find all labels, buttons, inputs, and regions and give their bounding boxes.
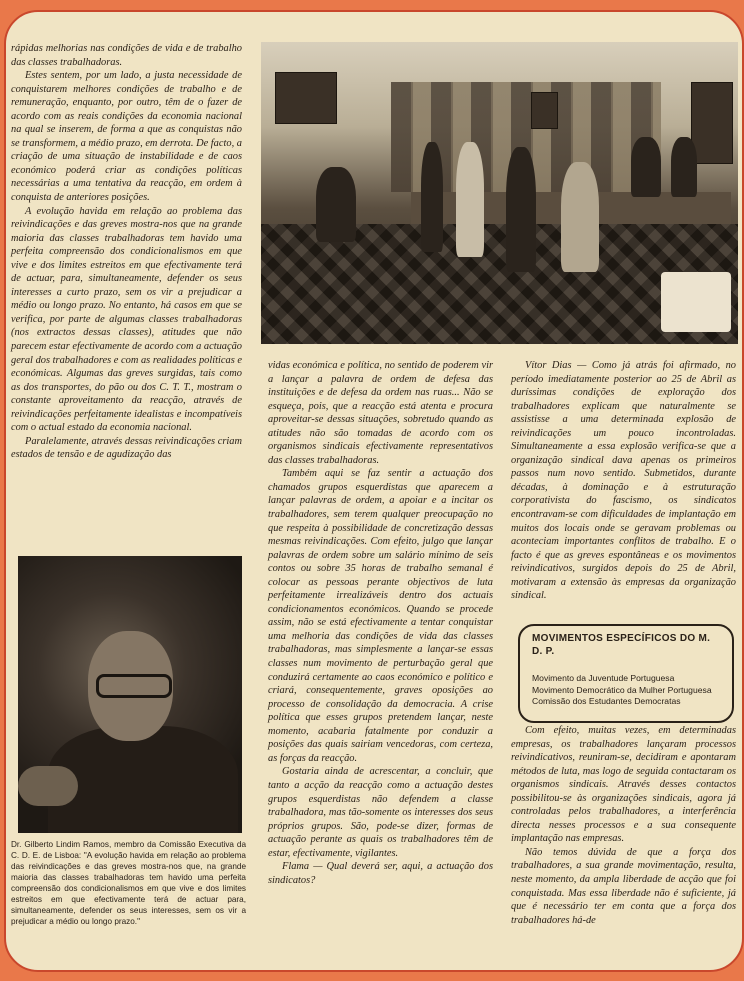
article-column-3-top bbox=[511, 359, 736, 603]
standing-person bbox=[421, 142, 443, 252]
paragraph: Não temos dúvida de que a força dos trabalhadores, a sua grande movimentação, resulta, neste momento, da ampla liberdade de acção que foi conquistada. Mas essa liberdade não é suficiente, já que é necessário ter em conta que a força dos trabalhadores há-de bbox=[511, 846, 736, 926]
movements-sidebar-box bbox=[518, 624, 734, 723]
list-item: Comissão dos Estudantes Democratas bbox=[532, 696, 681, 706]
hand bbox=[18, 766, 78, 806]
portrait-photo bbox=[18, 556, 242, 833]
table-with-flowers bbox=[661, 272, 731, 332]
standing-person bbox=[506, 147, 536, 272]
paragraph: rápidas melhorias nas condições de vida e de trabalho das classes trabalhadoras. bbox=[11, 43, 242, 68]
paragraph: Vítor Dias — Como já atrás foi afirmado, no período imediatamente posterior ao 25 de Abril as duríssimas condições de exploração dos trabalhadores explicam que naturalmente se assistisse a uma determinada explosão de reivindicações um pouco incontroladas. Simultaneamente a essa explosão verifica-se que a organização sindical dava apenas os primeiros passos num novo sentido. Submetidos, durante décadas, à dominação e à estruturação corporativista do fascismo, os sindicatos encontravam-se com dificuldades de implantação em muitos dos locais onde se geravam problemas ou aconteciam importantes conflitos de trabalho. E o facto é que as greves espontâneas e os movimentos reivindicativos, surgidos depois do 25 de Abril, motivaram a extensão às empresas da organização sindical. bbox=[511, 360, 736, 602]
photo-caption: Dr. Gilberto Lindim Ramos, membro da Comissão Executiva da C. D. E. de Lisboa: "A evolução havida em relação ao problema das reivindicações e das greves mostra-nos que, na grande maioria das classes trabalhadoras tem havido uma perfeita compreensão dos condicionalismos em que vive e dos limites estreitos em que efectivamente terá de actuar para, simultaneamente, defender os seus interesses, sem os vir a prejudicar a médio ou longo prazo." bbox=[11, 840, 246, 927]
article-column-3-bottom bbox=[511, 724, 736, 927]
paragraph: Com efeito, muitas vezes, em determinadas empresas, os trabalhadores lançaram processos reivindicativos, reuniram-se, decidiram e apontaram métodos de luta, mas logo de seguida contactaram os organismos sindicais. Através desses contactos possibilitou-se às organizações sindicais, agora já controladas pelos trabalhadores, a interferência directa nesses processos e a sua consequente implantação nas empresas. bbox=[511, 725, 736, 845]
paragraph: Paralelamente, através dessas reivindicações criam estados de tensão e de agudização das bbox=[11, 435, 242, 461]
paragraph: Estes sentem, por um lado, a justa necessidade de conquistarem melhores condições de trabalho e de remuneração, enquanto, por outro, têm de o fazer de acordo com as reais condições da economia nacional na qual se inserem, de forma a que as conquistas não se transformem, a médio prazo, em derrota. De facto, a criação de uma situação de instabilidade e de caos económico poderá criar as condições políticas necessárias a uma tentativa da reacção, em ordem à conquista de anteriores posições. bbox=[11, 70, 242, 204]
article-column-1 bbox=[11, 42, 242, 462]
bookshop-photo bbox=[261, 42, 738, 344]
list-item: Movimento da Juventude Portuguesa bbox=[532, 673, 675, 683]
paragraph: Flama — Qual deverá ser, aqui, a actuação dos sindicatos? bbox=[268, 861, 493, 886]
box-title: MOVIMENTOS ESPECÍFICOS DO M. D. P. bbox=[532, 633, 711, 657]
magazine-page bbox=[4, 10, 744, 972]
paragraph: A evolução havida em relação ao problema das reivindicações e das greves mostra-nos que na grande maioria das classes trabalhadoras tem havido uma perfeita compreensão dos condicionalismos em que vive e dos limites estreitos em que efectivamente terá de actuar, para, simultaneamente, defender os seus interesses a curto prazo, sem os vir a prejudicar a médio ou longo prazo. No entanto, há casos em que se verifica, por parte de algumas classes trabalhadoras (nos extractos dessas classes), atitudes que não parecem estar efectivamente de acordo com a actuação geral dos trabalhadores e com as realidades políticas e económicas. Algumas das greves surgidas, tais como as dos transportes, do pão ou dos C. T. T., mostram o constante aproveitamento da reacção, através de reivindicações perfeitamente idealistas e incompatíveis com o actual estado da economia nacional. bbox=[11, 205, 242, 434]
wall-poster bbox=[531, 92, 558, 129]
wall-poster bbox=[691, 82, 733, 164]
wall-poster bbox=[275, 72, 337, 124]
paragraph: vidas económica e política, no sentido de poderem vir a lançar a palavra de ordem de defesa das instituições e de defesa da ordem nas ruas... Não se esqueça, pois, que a reacção está atenta e procura aproveitar-se dessas situações, sobretudo quando as atitudes não são tomadas de acordo com os organismos sindicais efectivamente representativos das classes trabalhadoras. bbox=[268, 360, 493, 466]
paragraph: Gostaria ainda de acrescentar, a concluir, que tanto a acção da reacção como a actuação destes grupos esquerdistas não defendem a classe trabalhadora, mas tão-somente os interesses dos seus próprios grupos. São, pode-se dizer, formas de actuação perante as quais os trabalhadores têm de estar, efectivamente, vigilantes. bbox=[268, 766, 493, 859]
standing-person bbox=[671, 137, 697, 197]
seated-person bbox=[316, 167, 356, 242]
article-column-2 bbox=[268, 359, 493, 887]
list-item: Movimento Democrático da Mulher Portuguesa bbox=[532, 684, 712, 695]
standing-person bbox=[456, 142, 484, 257]
paragraph: Também aqui se faz sentir a actuação dos chamados grupos esquerdistas que aparecem a lançar palavras de ordem, a apoiar e a incitar os trabalhadores, sem terem qualquer preocupação no que respeita à possibilidade de concretização dessas mesmas reivindicações. Com efeito, julgo que lançar palavras de ordem sobre um salário mínimo de seis contos ou sobre 35 horas de trabalho semanal é colocar as pessoas perante objectivos de luta perfeitamente irrealizáveis dentro dos actuais condicionamentos económicos. Quando se procede assim, não se está efectivamente a tentar conquistar uma melhoria das condições de vida das classes trabalhadoras, mas simplesmente a lançar-se essas classes num movimento de perturbação geral que conduzirá certamente ao caos económico e político e criará, consequentemente, graves oposições ao processo de consolidação da democracia. A crise política que esses grupos pretendem lançar, neste momento, acabaria fatalmente por conduzir a posições das quais sairiam vencedoras, com certeza, as forças da reacção. bbox=[268, 468, 493, 764]
standing-person bbox=[561, 162, 599, 272]
movements-list bbox=[532, 673, 712, 708]
glasses bbox=[96, 674, 172, 698]
standing-person bbox=[631, 137, 661, 197]
